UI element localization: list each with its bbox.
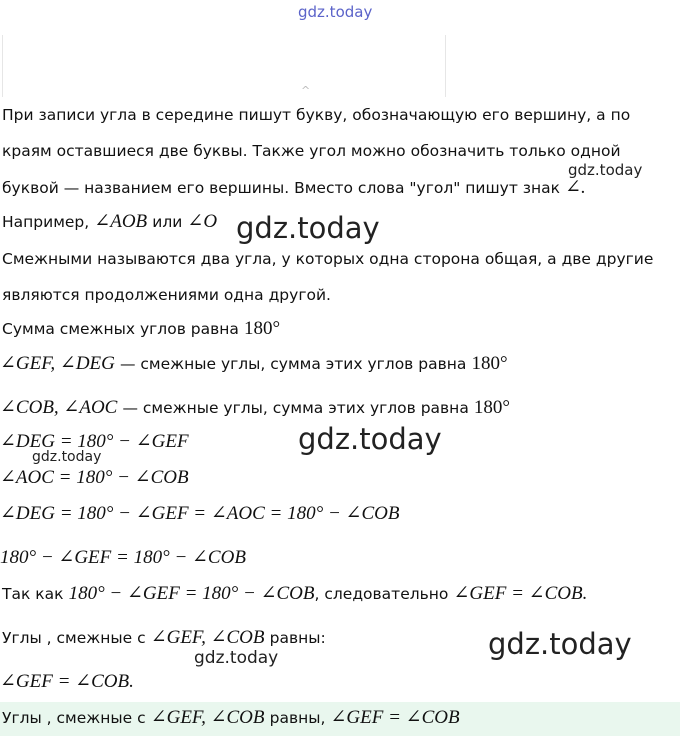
- sum-text: Сумма смежных углов равна: [2, 320, 239, 338]
- answer-math-a: ∠GEF, ∠COB: [150, 707, 265, 728]
- adjacent-2-value: 180°: [473, 397, 511, 418]
- adjacent-line-2: [0, 396, 510, 419]
- angle-sign-math: ∠.: [565, 177, 586, 198]
- watermark-small-1: gdz.today: [568, 161, 643, 179]
- adjacent-2-math: ∠COB, ∠AOC: [0, 397, 118, 418]
- definition-line-1: Смежными называются два угла, у которых одна сторона общая, а две другие: [2, 250, 654, 268]
- answer-math-b: ∠GEF = ∠COB: [330, 707, 460, 728]
- conclusion-line: [2, 582, 587, 605]
- text-line-4: [2, 210, 217, 233]
- watermark-large-3: gdz.today: [488, 627, 632, 661]
- conclusion-math-b: ∠GEF = ∠COB.: [453, 583, 588, 604]
- result-text-a: Углы , смежные с: [2, 629, 146, 647]
- watermark-small-2: gdz.today: [32, 449, 102, 465]
- text-line-3: [2, 176, 586, 199]
- answer-line: [2, 706, 460, 729]
- watermark-large-1: gdz.today: [236, 211, 380, 245]
- collapse-caret-icon[interactable]: ^: [301, 84, 311, 97]
- sum-math: 180°: [243, 318, 281, 339]
- answer-text-b: равны,: [269, 709, 326, 727]
- equation-5: ∠GEF = ∠COB.: [0, 671, 134, 692]
- text-line-1: При записи угла в середине пишут букву, обозначающую его вершину, а по: [2, 106, 631, 124]
- text-line-3-text: буквой — названием его вершины. Вместо слова "угол" пишут знак: [2, 179, 561, 197]
- top-frame: [2, 35, 446, 97]
- definition-line-2: являются продолжениями одна другой.: [2, 286, 331, 304]
- watermark-top: gdz.today: [298, 3, 373, 21]
- conclusion-text-a: Так как: [2, 585, 64, 603]
- conclusion-text-b: , следовательно: [314, 585, 449, 603]
- watermark-small-3: gdz.today: [194, 648, 279, 668]
- adjacent-1-math: ∠GEF, ∠DEG: [0, 353, 115, 374]
- watermark-large-2: gdz.today: [298, 422, 442, 456]
- example-math-o: ∠O: [187, 211, 218, 232]
- conclusion-math-a: 180° − ∠GEF = 180° − ∠COB: [68, 583, 315, 604]
- answer-text-a: Углы , смежные с: [2, 709, 146, 727]
- example-label: Например,: [2, 213, 90, 231]
- adjacent-2-text: — смежные углы, сумма этих углов равна: [122, 399, 469, 417]
- text-line-2: краям оставшиеся две буквы. Также угол можно обозначить только одной: [2, 142, 621, 160]
- example-or: или: [152, 213, 183, 231]
- example-math-aob: ∠AOB: [94, 211, 148, 232]
- equation-2: ∠AOC = 180° − ∠COB: [0, 467, 189, 488]
- result-math: ∠GEF, ∠COB: [150, 627, 265, 648]
- adjacent-line-1: [0, 352, 508, 375]
- result-line: [2, 626, 326, 649]
- adjacent-1-value: 180°: [471, 353, 508, 374]
- equation-3: ∠DEG = 180° − ∠GEF = ∠AOC = 180° − ∠COB: [0, 503, 400, 524]
- equation-4: 180° − ∠GEF = 180° − ∠COB: [0, 547, 246, 568]
- sum-line: [2, 318, 280, 340]
- equation-1: ∠DEG = 180° − ∠GEF: [0, 431, 189, 452]
- result-text-b: равны:: [269, 629, 326, 647]
- adjacent-1-text: — смежные углы, сумма этих углов равна: [119, 355, 467, 373]
